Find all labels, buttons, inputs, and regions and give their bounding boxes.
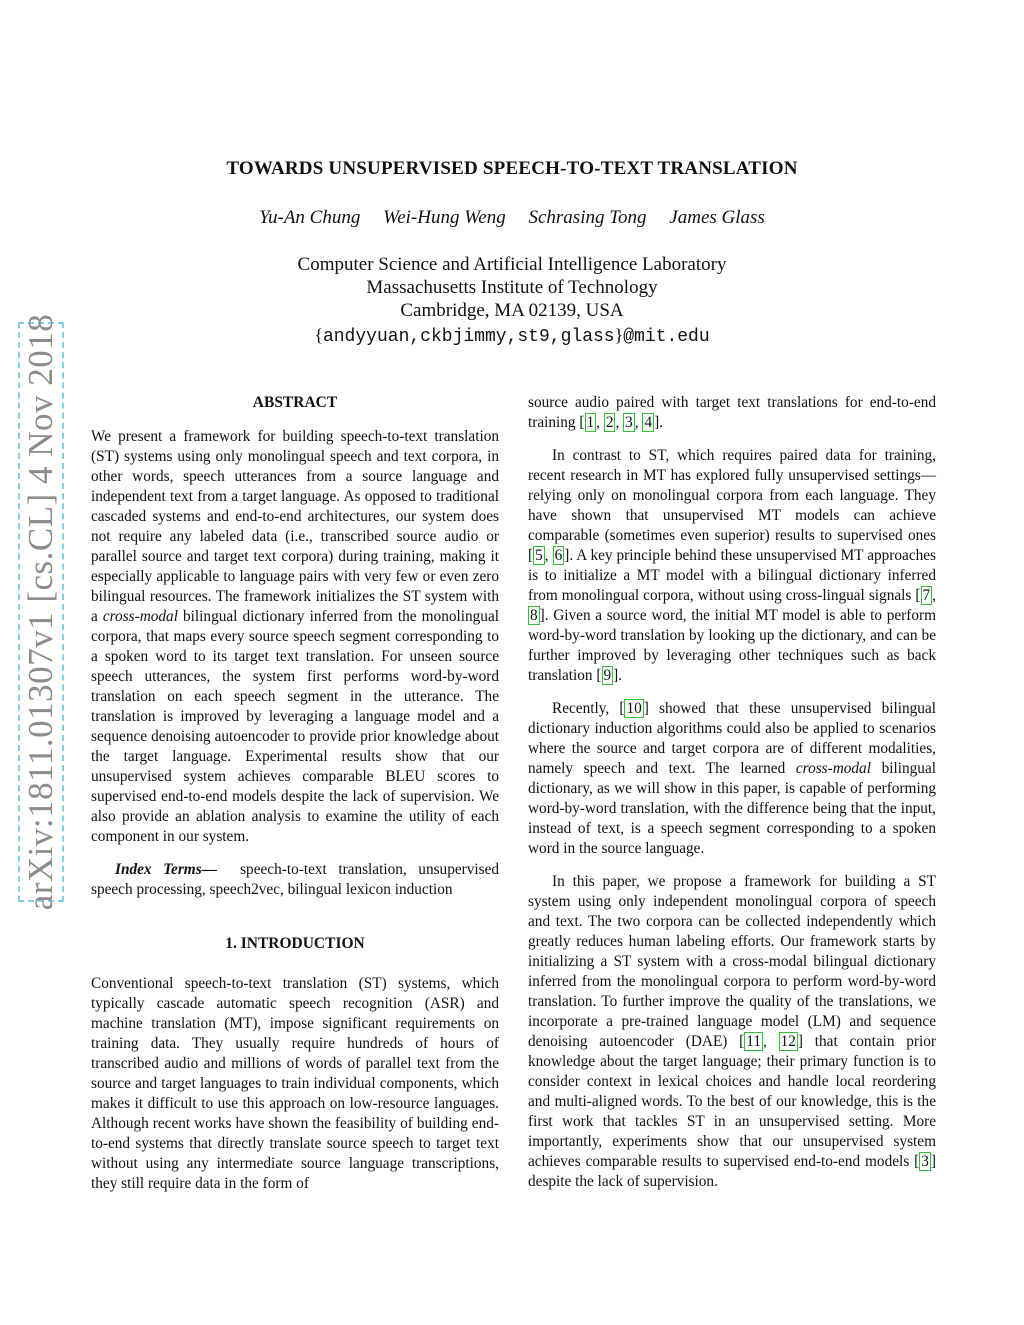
email-users: andyyuan,ckbjimmy,st9,glass — [322, 327, 615, 347]
affiliation-city: Cambridge, MA 02139, USA — [400, 300, 624, 321]
paragraph-text: Recently, [ — [552, 700, 625, 717]
abstract-text-a: We present a framework for building speech-to-text translation (ST) systems using only monolingual speech and text corpora, in other words, speech utterances from a source language and independent text from a target language. As opposed to traditional cascaded systems and end-to-end architectures, our system does not require any labeled data (i.e., transcribed source audio or parallel source and target text corpora) during training, making it especially applicable to language pairs with very few or even zero bilingual resources. The framework initializes the ST system with a — [91, 428, 499, 625]
citation-link[interactable]: 12 — [780, 1033, 796, 1050]
abstract-paragraph — [91, 427, 499, 847]
paragraph-text: ] that contain prior knowledge about the target language; their primary function is to consider context in lexical choices and handle local reordering and multi-aligned words. To the best of our knowledge, this is the first work that tackles ST in an unsupervised setting. More importantly, experiments show that our unsupervised system achieves comparable results to supervised end-to-end models [ — [528, 1033, 937, 1170]
paragraph-text: bilingual dictionary, as we will show in this paper, is capable of performing word-by-word translation, with the difference being that the input, instead of text, is a speech segment corresponding to a spoken word in the source language. — [528, 760, 936, 857]
email-brace-open: { — [314, 325, 323, 345]
framework-paragraph: In this paper, we propose a framework for building a ST system using only independent monolingual corpora of speech and text. The two corpora can be collected independently which greatly reduces human labeling efforts. Our framework starts by initializing a ST system with a cross-modal bilingual dictionary inferred from the monolingual corpora to perform word-by-word translation. To further improve the quality of the translations, we incorporate a pre-trained language model (LM) and sequence denoising autoencoder (DAE) [ 11 , 12 ] that contain prior knowledge about the target language; their primary function is to consider context in lexical choices and handle local reordering and multi-aligned words. To the best of our knowledge, this is the first work that tackles ST in an unsupervised setting. More importantly, experiments show that our unsupervised system achieves comparable results to supervised end-to-end models [ 3 ] despite the lack of supervision. — [528, 873, 937, 1190]
author-list — [0, 207, 1024, 229]
citation-link[interactable]: 9 — [603, 667, 612, 684]
cross-modal-paragraph — [528, 699, 936, 859]
author-name: James Glass — [669, 207, 765, 228]
citation-link[interactable]: 10 — [626, 700, 642, 717]
citation-link[interactable]: 3 — [625, 414, 633, 431]
paragraph-text: ]. Given a source word, the initial MT model is able to perform word-by-word translation by looking up the dictionary, and can be further improved by leveraging other techniques such as back translation [ — [528, 607, 936, 684]
citation-link[interactable]: 3 — [921, 1153, 929, 1170]
intro-paragraph: Conventional speech-to-text translation (ST) systems, which typically cascade automatic speech recognition (ASR) and machine translation (MT), impose significant requirements on training data. They usually require hundreds of hours of transcribed audio and millions of words of parallel text from the source and target languages to train individual components, which makes it difficult to use this approach on low-resource languages. Although recent works have shown the feasibility of building end-to-end systems that directly translate source speech to target text without using any intermediate source language transcriptions, they still require data in the form of — [91, 975, 499, 1192]
paragraph-text: In this paper, we propose a framework for building a ST system using only independent monolingual corpora of speech and text. The two corpora can be collected independently which greatly reduces human labeling efforts. Our framework starts by initializing a ST system with a cross-modal bilingual dictionary inferred from the monolingual corpora to perform word-by-word translation. To further improve the quality of the translations, we incorporate a pre-trained language model (LM) and sequence denoising autoencoder (DAE) [ — [528, 873, 936, 1050]
author-name: Wei-Hung Weng — [383, 207, 506, 228]
citation-link[interactable]: 8 — [530, 607, 538, 624]
citation-link[interactable]: 6 — [554, 547, 563, 564]
paragraph-text: In contrast to ST, which requires paired data for training, recent research in MT has explored fully unsupervised settings—relying only on monolingual corpora from each language. They have shown that unsupervised MT models can achieve comparable (sometimes even superior) results to supervised ones [ — [528, 447, 936, 564]
arxiv-identifier[interactable]: arXiv:1811.01307v1 [cs.CL] 4 Nov 2018 — [21, 313, 60, 911]
author-name: Yu-An Chung — [259, 207, 361, 228]
right-column — [528, 393, 936, 1192]
paragraph-text: ]. — [654, 414, 664, 431]
citation-link[interactable]: 2 — [605, 414, 614, 431]
paper-title: TOWARDS UNSUPERVISED SPEECH-TO-TEXT TRANSLATION — [226, 158, 798, 179]
paragraph-text: source audio paired with target text translations for end-to-end training [ — [528, 394, 936, 431]
index-terms-text: speech-to-text translation, unsupervised speech processing, speech2vec, bilingual lexicon induction — [91, 861, 500, 898]
abstract-heading: ABSTRACT — [252, 394, 338, 411]
index-terms — [91, 860, 499, 900]
citation-link[interactable]: 11 — [746, 1033, 761, 1050]
author-name: Schrasing Tong — [528, 207, 647, 228]
citation-link[interactable]: 5 — [535, 547, 543, 564]
affiliation-institute: Massachusetts Institute of Technology — [366, 277, 658, 298]
paragraph-text: ]. A key principle behind these unsupervised MT approaches is to initialize a MT model with a bilingual dictionary inferred from monolingual corpora, without using cross-lingual signals [ — [528, 547, 937, 604]
unsupervised-mt-paragraph: In contrast to ST, which requires paired data for training, recent research in MT has explored fully unsupervised settings—relying only on monolingual corpora from each language. They have shown that unsupervised MT models can achieve comparable (sometimes even superior) results to supervised ones [ 5 , 6 ]. A key principle behind these unsupervised MT approaches is to initialize a MT model with a bilingual dictionary inferred from monolingual corpora, without using cross-lingual signals [ 7 , 8 ]. Given a source word, the initial MT model is able to perform word-by-word translation by looking up the dictionary, and can be further improved by leveraging other techniques such as back translation [ 9 ]. — [528, 447, 937, 684]
email-brace-close: } — [614, 325, 624, 345]
intro-continued: source audio paired with target text translations for end-to-end training [ 1 , 2 , 3 , 4 ]. — [528, 394, 936, 431]
intro-heading: 1. INTRODUCTION — [225, 935, 365, 952]
citation-link[interactable]: 1 — [586, 414, 595, 431]
paragraph-text: ] showed that these unsupervised bilingual dictionary induction algorithms could also be applied to scenarios where the source and target corpora are of different modalities, namely speech and text. The learned — [528, 700, 936, 777]
emphasis-text: cross-modal — [795, 760, 871, 777]
paragraph-text: ]. — [613, 667, 623, 684]
paragraph-text: ] despite the lack of supervision. — [528, 1153, 936, 1190]
citation-link[interactable]: 7 — [922, 587, 931, 604]
index-terms-label: Index Terms— — [115, 861, 217, 878]
email-domain: @mit.edu — [623, 327, 710, 347]
abstract-emphasis: cross-modal — [102, 608, 178, 625]
affiliation-lab: Computer Science and Artificial Intelligence Laboratory — [297, 254, 727, 275]
citation-link[interactable]: 4 — [644, 414, 653, 431]
author-emails[interactable] — [0, 325, 1024, 347]
left-column — [91, 393, 499, 1194]
abstract-text-b: bilingual dictionary inferred from the monolingual corpora, that maps every source speech segment corresponding to a spoken word to its target text translation. For unseen source speech utterances, the system first performs word-by-word translation on each speech segment in the utterance. The translation is improved by leveraging a language model and a sequence denoising autoencoder to provide prior knowledge about the target language. Experimental results show that our unsupervised system achieves comparable BLEU scores to supervised end-to-end models despite the lack of supervision. We also provide an ablation analysis to examine the utility of each component in our system. — [91, 608, 499, 845]
